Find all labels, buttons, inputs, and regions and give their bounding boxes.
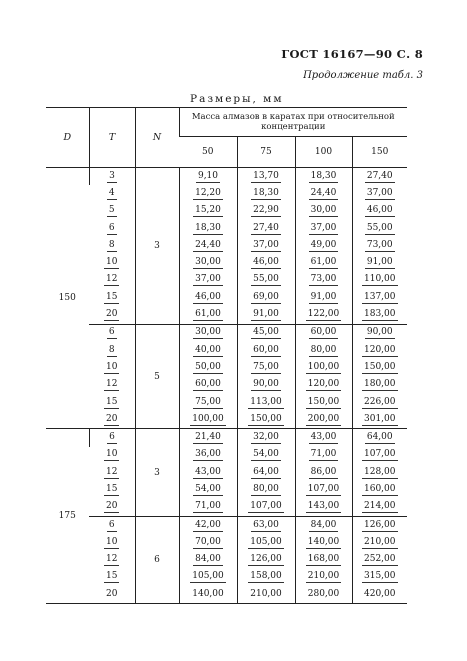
cell-mass [295,586,352,604]
cell-mass-value: 64,00 [253,466,279,477]
cell-t-value: 20 [106,309,118,320]
cell-mass-value: 110,00 [364,274,396,285]
cell-mass-value: 24,40 [195,239,221,250]
cell-mass [295,429,352,447]
cell-mass [352,220,407,237]
header-conc-100: 100 [295,137,352,168]
cell-mass-value: 43,00 [310,432,337,443]
cell-mass [352,552,407,569]
cell-mass-value: 42,00 [195,519,221,530]
cell-mass [352,411,407,429]
cell-t-value: 10 [106,361,118,372]
cell-mass [237,324,295,342]
cell-mass [352,377,407,394]
cell-mass [295,447,352,464]
table-row [46,534,407,551]
cell-mass-value: 24,40 [310,187,337,198]
cell-mass [179,534,237,551]
cell-mass-value: 100,00 [192,413,224,424]
cell-mass-value: 113,00 [250,396,282,407]
cell-mass [237,552,295,569]
cell-t [89,220,135,237]
cell-mass [179,429,237,447]
cell-t-value: 12 [106,466,118,477]
document-code: ГОСТ 16167—90 С. 8 [281,47,423,61]
table-row [46,394,407,411]
cell-mass-value: 61,00 [195,309,221,320]
cell-mass-value: 49,00 [310,239,337,250]
cell-mass [237,481,295,498]
cell-mass [352,516,407,534]
cell-t-value: 6 [108,222,115,233]
cell-mass-value: 60,00 [310,327,337,338]
cell-mass-value: 22,90 [253,205,279,216]
cell-mass [179,359,237,376]
cell-mass-value: 140,00 [307,536,340,547]
table-row [46,168,407,186]
cell-mass [295,377,352,394]
cell-mass [237,394,295,411]
cell-mass-value: 71,00 [195,501,221,512]
cell-t [89,447,135,464]
cell-mass-value: 168,00 [307,554,340,565]
cell-mass [295,552,352,569]
cell-t [89,429,135,447]
cell-mass-value: 27,40 [366,170,393,181]
cell-t-value: 8 [108,344,115,355]
cell-mass [179,203,237,220]
cell-mass [352,324,407,342]
cell-mass [352,586,407,604]
cell-mass [295,516,352,534]
cell-mass-value: 69,00 [253,291,279,302]
cell-mass-value: 9,10 [197,170,219,181]
cell-mass [179,377,237,394]
cell-t-value: 6 [108,519,115,530]
cell-mass-value: 15,20 [195,205,221,216]
cell-t-value: 3 [109,170,115,181]
cell-mass [237,289,295,306]
table-row [46,464,407,481]
cell-mass-value: 54,00 [195,483,221,494]
table-row [46,569,407,586]
cell-mass [179,272,237,289]
table-row [46,447,407,464]
cell-t-value: 15 [106,291,118,302]
cell-mass-value: 30,00 [195,327,221,338]
cell-mass-value: 91,00 [366,257,393,268]
cell-mass-value: 210,00 [364,536,396,547]
cell-mass [352,534,407,551]
cell-mass [295,464,352,481]
cell-mass [295,254,352,271]
table-row [46,237,407,254]
cell-t-value: 15 [106,571,118,582]
table-row [46,220,407,237]
cell-mass [179,464,237,481]
cell-mass [352,429,407,447]
cell-t-value: 4 [108,187,115,198]
cell-n: 3 [135,429,179,516]
cell-mass-value: 80,00 [310,344,337,355]
cell-t [89,481,135,498]
table-row [46,254,407,271]
cell-mass-value: 90,00 [253,379,279,390]
cell-mass [179,237,237,254]
cell-mass [179,342,237,359]
cell-mass-value: 32,00 [253,432,279,443]
table-row [46,289,407,306]
cell-mass-value: 71,00 [310,449,337,460]
cell-t [89,272,135,289]
cell-t [89,499,135,517]
cell-mass [237,464,295,481]
cell-mass [179,516,237,534]
cell-mass-value: 60,00 [253,344,279,355]
cell-mass [352,168,407,186]
cell-t [89,324,135,342]
cell-mass [352,237,407,254]
diamond-mass-table [46,107,407,604]
cell-mass [352,569,407,586]
cell-mass [352,289,407,306]
cell-t-value: 6 [109,432,115,443]
cell-mass-value: 126,00 [364,519,396,530]
cell-mass-value: 280,00 [307,589,340,600]
cell-mass-value: 122,00 [307,309,340,320]
cell-mass [237,306,295,324]
cell-mass [179,569,237,586]
cell-mass [352,464,407,481]
cell-mass-value: 90,00 [366,327,393,338]
cell-mass-value: 210,00 [250,589,282,600]
units-caption: Размеры, мм [190,93,284,105]
cell-mass-value: 55,00 [366,222,393,233]
table-row [46,499,407,517]
cell-mass [237,429,295,447]
cell-mass [179,411,237,429]
cell-mass-value: 84,00 [195,554,221,565]
cell-mass [352,203,407,220]
table-row [46,306,407,324]
cell-mass [352,272,407,289]
cell-n: 3 [135,168,179,325]
cell-mass [237,569,295,586]
table-row [46,429,407,447]
cell-mass-value: 18,30 [310,170,337,181]
cell-mass [179,324,237,342]
cell-mass [295,534,352,551]
cell-mass-value: 30,00 [310,205,337,216]
cell-mass-value: 37,00 [195,274,221,285]
cell-t-value: 6 [108,327,115,338]
cell-t [89,289,135,306]
cell-mass [295,394,352,411]
cell-mass-value: 75,00 [253,361,279,372]
cell-mass-value: 18,30 [195,222,221,233]
cell-mass [352,254,407,271]
cell-mass-value: 315,00 [364,571,396,582]
cell-mass-value: 80,00 [253,483,279,494]
cell-mass-value: 84,00 [310,519,337,530]
cell-mass-value: 30,00 [195,257,221,268]
cell-mass [179,289,237,306]
cell-mass-value: 137,00 [364,291,396,302]
cell-mass [179,552,237,569]
cell-mass-value: 140,00 [192,589,224,600]
cell-mass [237,411,295,429]
header-conc-50: 50 [179,137,237,168]
header-conc-75: 75 [237,137,295,168]
cell-mass [295,289,352,306]
table-row [46,203,407,220]
cell-t [89,586,135,604]
cell-t-value: 20 [106,413,118,424]
cell-mass [179,586,237,604]
cell-mass-value: 252,00 [364,554,396,565]
cell-t-value: 20 [106,501,118,512]
table-row [46,324,407,342]
cell-mass [237,272,295,289]
cell-mass [295,324,352,342]
cell-mass [237,342,295,359]
cell-mass [179,306,237,324]
cell-t [89,342,135,359]
cell-mass [237,254,295,271]
cell-mass [237,168,295,186]
cell-mass [295,359,352,376]
cell-t [89,237,135,254]
header-d: D [46,108,89,168]
table-continuation-label: Продолжение табл. 3 [303,70,423,81]
cell-t-value: 12 [106,274,118,285]
cell-mass-value: 13,70 [253,170,279,181]
cell-mass-value: 61,00 [310,257,337,268]
cell-mass-value: 120,00 [364,344,396,355]
cell-mass-value: 37,00 [310,222,337,233]
cell-mass-value: 36,00 [195,449,221,460]
cell-mass-value: 43,00 [195,466,221,477]
cell-mass-value: 46,00 [253,257,279,268]
cell-t-value: 10 [106,536,118,547]
cell-mass-value: 18,30 [253,187,279,198]
cell-t-value: 20 [106,589,118,600]
cell-mass [237,237,295,254]
cell-mass [295,481,352,498]
cell-mass-value: 120,00 [307,379,340,390]
cell-mass-value: 73,00 [310,274,337,285]
cell-t [89,168,135,186]
cell-mass-value: 210,00 [307,571,340,582]
header-n: N [135,108,179,168]
cell-t [89,306,135,324]
cell-mass [237,203,295,220]
cell-mass-value: 150,00 [307,396,340,407]
cell-t [89,569,135,586]
cell-mass [237,377,295,394]
table-row [46,359,407,376]
cell-mass [295,499,352,517]
cell-n: 6 [135,516,179,603]
cell-mass-value: 214,00 [364,501,396,512]
cell-mass-value: 21,40 [195,432,221,443]
cell-mass [352,447,407,464]
cell-mass-value: 54,00 [253,449,279,460]
cell-mass [179,254,237,271]
cell-mass-value: 64,00 [366,432,393,443]
cell-mass-value: 143,00 [307,501,340,512]
cell-mass-value: 160,00 [364,483,396,494]
cell-mass-value: 50,00 [195,361,221,372]
cell-mass-value: 60,00 [195,379,221,390]
cell-mass [295,237,352,254]
cell-mass [237,499,295,517]
cell-mass-value: 91,00 [310,291,337,302]
header-t: T [89,108,135,168]
cell-t-value: 10 [106,257,118,268]
table-body [46,168,407,604]
cell-mass-value: 301,00 [364,413,396,424]
cell-mass-value: 12,20 [195,187,221,198]
cell-mass [179,168,237,186]
cell-mass-value: 158,00 [250,571,282,582]
cell-mass [237,534,295,551]
cell-mass-value: 86,00 [310,466,337,477]
table-row [46,272,407,289]
cell-mass [179,185,237,202]
cell-t-value: 10 [106,449,118,460]
cell-t [89,359,135,376]
header-mass: Масса алмазов в каратах при относительной концентрации [179,108,407,137]
table-row [46,342,407,359]
cell-t [89,534,135,551]
cell-mass [295,220,352,237]
cell-t [89,377,135,394]
cell-mass-value: 226,00 [364,396,396,407]
cell-t [89,394,135,411]
table-row [46,411,407,429]
cell-t [89,185,135,202]
cell-mass-value: 128,00 [364,466,396,477]
cell-mass [179,220,237,237]
cell-mass-value: 180,00 [364,379,396,390]
cell-mass [179,499,237,517]
cell-mass-value: 107,00 [250,501,282,512]
cell-n: 5 [135,324,179,429]
cell-mass-value: 105,00 [250,536,282,547]
cell-mass [237,516,295,534]
cell-d: 175 [46,429,89,604]
cell-mass-value: 37,00 [253,239,279,250]
cell-mass [295,203,352,220]
cell-t-value: 15 [106,396,118,407]
cell-mass-value: 75,00 [195,396,221,407]
cell-mass [352,342,407,359]
table-row [46,481,407,498]
cell-mass [237,447,295,464]
cell-t [89,464,135,481]
cell-mass [179,447,237,464]
table-row [46,586,407,604]
cell-mass-value: 107,00 [307,483,340,494]
cell-mass-value: 27,40 [253,222,279,233]
cell-mass-value: 150,00 [364,361,396,372]
cell-mass [295,185,352,202]
cell-t [89,552,135,569]
cell-mass [179,394,237,411]
cell-mass-value: 55,00 [253,274,279,285]
cell-mass-value: 183,00 [364,309,396,320]
cell-mass-value: 73,00 [366,239,393,250]
table-row [46,377,407,394]
cell-mass [295,272,352,289]
cell-t [89,203,135,220]
cell-mass-value: 63,00 [253,519,279,530]
header-conc-150: 150 [352,137,407,168]
cell-t-value: 12 [106,379,118,390]
cell-d: 150 [46,168,89,429]
cell-mass [237,359,295,376]
cell-t [89,254,135,271]
cell-mass-value: 107,00 [364,449,396,460]
cell-mass-value: 91,00 [253,309,279,320]
cell-mass-value: 100,00 [307,361,340,372]
cell-mass-value: 45,00 [253,327,279,338]
cell-mass [295,569,352,586]
cell-mass [295,411,352,429]
cell-t-value: 12 [106,554,118,565]
cell-mass [295,306,352,324]
cell-mass [295,342,352,359]
cell-mass [352,306,407,324]
cell-mass [352,499,407,517]
table-row [46,185,407,202]
cell-mass [352,359,407,376]
cell-mass [295,168,352,186]
table-row [46,552,407,569]
cell-mass-value: 40,00 [195,344,221,355]
cell-mass [237,185,295,202]
cell-mass-value: 126,00 [250,554,282,565]
cell-t-value: 15 [106,483,118,494]
cell-t-value: 8 [108,239,115,250]
table-row [46,516,407,534]
cell-mass [352,481,407,498]
cell-t-value: 5 [108,205,115,216]
cell-mass [237,220,295,237]
cell-mass-value: 46,00 [195,291,221,302]
cell-mass [179,481,237,498]
cell-mass [352,185,407,202]
cell-mass-value: 105,00 [192,571,224,582]
cell-mass-value: 37,00 [366,187,393,198]
cell-mass-value: 150,00 [250,413,282,424]
cell-mass-value: 200,00 [307,413,340,424]
cell-mass [237,586,295,604]
cell-t [89,411,135,429]
cell-mass-value: 70,00 [195,536,221,547]
cell-mass-value: 46,00 [366,205,393,216]
cell-t [89,516,135,534]
cell-mass [352,394,407,411]
cell-mass-value: 420,00 [364,589,396,600]
